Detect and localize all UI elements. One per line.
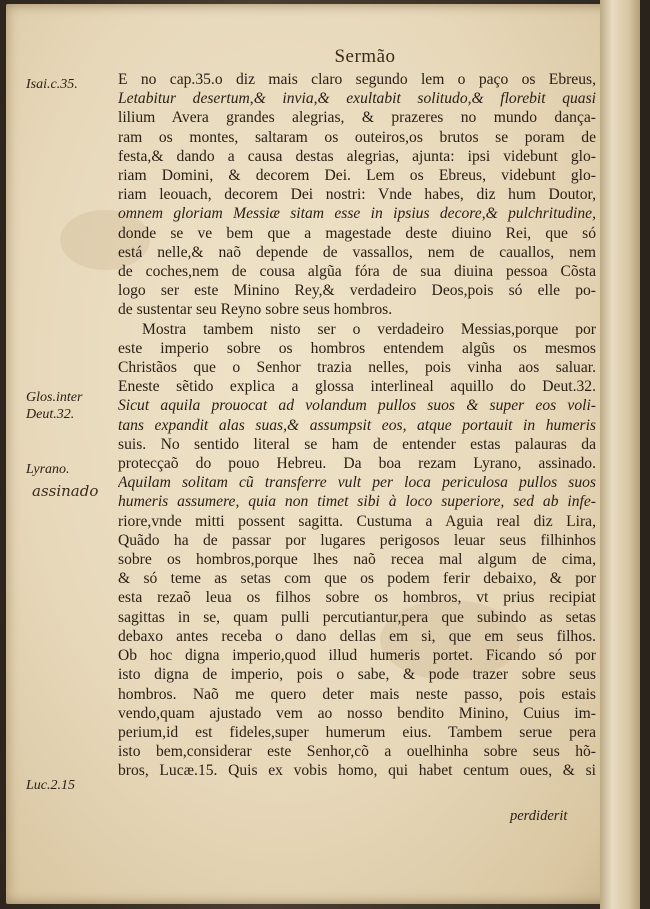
text-line: humeris assumere, quia non timet sibi à loco superiore, sed ab infe- bbox=[118, 493, 596, 511]
text-line: de sustentar seu Reyno sobre seus hombros. bbox=[118, 301, 393, 319]
text-line: protecçaõ do pouo Hebreu. Da boa rezam Lyrano, assinado. bbox=[118, 455, 596, 473]
text-line: Sicut aquila prouocat ad volandum pullos suos & super eos voli- bbox=[118, 397, 596, 415]
margin-note-luke: Luc.2.15 bbox=[26, 778, 75, 793]
text-line: Aquilam solitam cũ transferre vult per loca periculosa pullos suos bbox=[118, 474, 596, 492]
margin-note-deut: Deut.32. bbox=[26, 407, 75, 422]
text-line: E no cap.35.o diz mais claro segundo lem o paço os Ebreus, bbox=[118, 71, 596, 88]
text-line: Mostra tambem nisto ser o verdadeiro Messias,porque por bbox=[142, 320, 596, 338]
margin-note-lyrano: Lyrano. bbox=[26, 462, 70, 477]
text-line: & só teme as setas com que os podem ferir debaixo, & por bbox=[118, 570, 596, 588]
text-line: Quãdo ha de passar por lugares perigosos leuar seus filhinhos bbox=[118, 531, 596, 549]
text-line: tans expandit alas suas,& assumpsit eos, atque portauit in humeris bbox=[118, 416, 596, 434]
text-line: está nelle,& naõ depende de vassallos, nem de cauallos, nem bbox=[118, 243, 596, 261]
text-line: lilium Avera grandes alegrias, & prazeres no mundo dança- bbox=[118, 109, 596, 127]
text-line: este imperio sobre os hombros entendem algũs os mesmos bbox=[118, 339, 596, 357]
margin-note-handwritten: assinado bbox=[32, 482, 99, 500]
text-line: Ob hoc digna imperio,quod illud humeris portet. Ficando só por bbox=[118, 647, 596, 665]
text-line: Eneste sẽtido explica a glossa interlineal aquillo do Deut.32. bbox=[118, 378, 596, 396]
text-line: sagittas in se, quam pulli percutiantur,pera que subindo as setas bbox=[118, 608, 596, 626]
page-edge bbox=[640, 0, 650, 909]
text-line: riam leouach, decorem Dei nostri: Vnde habes, diz hum Doutor, bbox=[118, 186, 596, 204]
text-line: isto bem,considerar este Senhor,cõ a ouelhinha sobre seus hõ- bbox=[118, 743, 596, 761]
text-line: perium,id est fideles,super humerum eius. Tambem serue pera bbox=[118, 723, 596, 741]
text-line: riore,vnde mitti possent sagitta. Custuma a Aguia real diz Lira, bbox=[118, 512, 596, 530]
running-head bbox=[0, 46, 650, 68]
text-line: festa,& dando a causa destas alegrias, ajunta: ipsi videbunt glo- bbox=[118, 147, 596, 165]
text-line: suis. No sentido literal se ham de entender estas palauras da bbox=[118, 435, 596, 453]
text-line: sobre os hombros,porque lhes naõ recea mal algum de cima, bbox=[118, 551, 596, 569]
margin-note-isaiah: Isai.c.35. bbox=[26, 77, 78, 92]
sermon-body-text bbox=[118, 70, 596, 781]
text-line: ram os montes, saltaram os outeiros,os brutos se poram de bbox=[118, 128, 596, 146]
text-line: Christãos que o Senhor trazia nelles, pois vinha aos saluar. bbox=[118, 359, 596, 377]
text-line: esta rezaõ leua os filhos sobre os hombros, vt prius recipiat bbox=[118, 589, 596, 607]
text-line: omnem gloriam Messiæ sitam esse in ipsius decore,& pulchritudine, bbox=[118, 205, 596, 223]
text-line: donde se ve bem que a magestade deste diuino Rei, que só bbox=[118, 224, 596, 242]
text-line: debaxo antes receba o dano dellas em si, que em seus filhos. bbox=[118, 627, 596, 645]
text-line: hombros. Naõ me quero deter mais neste passo, pois estais bbox=[118, 685, 596, 703]
margin-note-glossa: Glos.inter bbox=[26, 390, 83, 405]
text-line: Letabitur desertum,& invia,& exultabit solitudo,& florebit quasi bbox=[118, 90, 596, 108]
text-line: logo ser este Minino Rey,& verdadeiro Deos,pois só elle po- bbox=[118, 282, 596, 300]
page-gutter bbox=[600, 0, 640, 909]
running-head-text: Sermão bbox=[334, 46, 396, 67]
text-line: isto digna de imperio, pois o sabe, & pode trazer sobre seus bbox=[118, 666, 596, 684]
catchword: perdiderit bbox=[510, 808, 568, 824]
text-line: vendo,quam ajustado vem ao nosso bendito Minino, Cuius im- bbox=[118, 704, 596, 722]
text-line: riam Domini, & decorem Dei. Lem os Ebreus, videbunt glo- bbox=[118, 167, 596, 185]
text-line: de coches,nem de cousa algũa fóra de sua diuina pessoa Cõsta bbox=[118, 263, 596, 281]
text-line: bros, Lucæ.15. Quis ex vobis homo, qui habet centum oues, & si bbox=[118, 762, 596, 780]
